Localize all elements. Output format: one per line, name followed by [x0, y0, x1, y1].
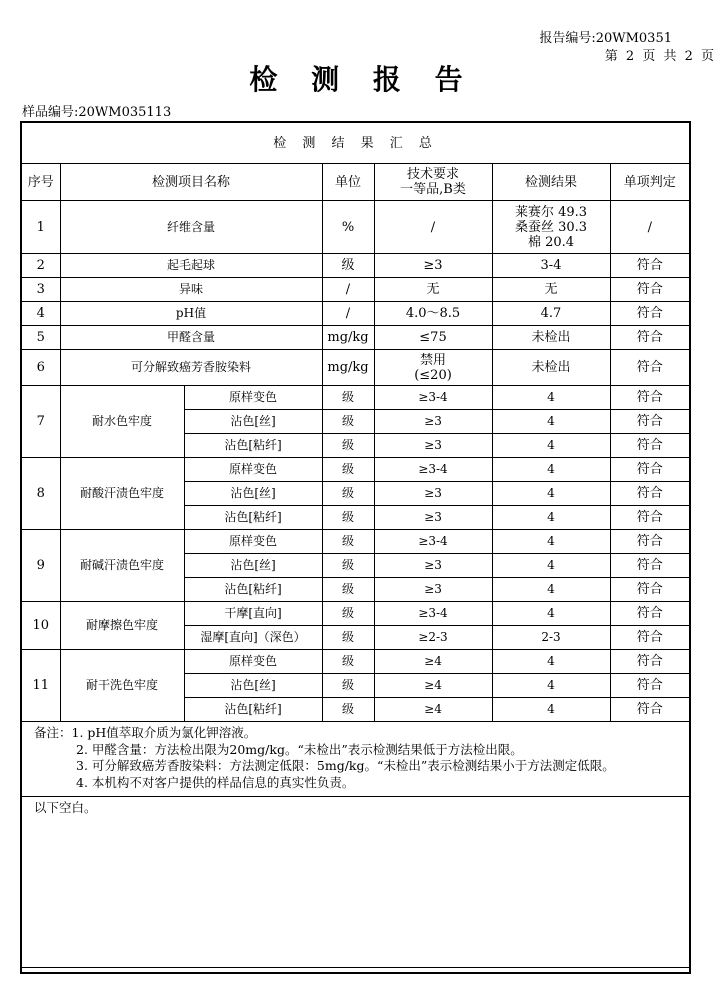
table-cell: ≥3: [374, 254, 492, 278]
table-cell: ≥3: [374, 554, 492, 578]
table-cell: 级: [322, 254, 374, 278]
table-cell: 符合: [610, 650, 689, 674]
table-cell: 耐水色牢度: [60, 386, 184, 458]
table-cell: ≥3-4: [374, 386, 492, 410]
cell-line: 技术要求: [406, 167, 459, 182]
table-cell: 4: [22, 302, 60, 326]
table-cell: 级: [322, 698, 374, 722]
table-cell: 4: [492, 650, 610, 674]
notes-row: [22, 722, 689, 797]
table-row: [22, 350, 689, 386]
table-row: [22, 201, 689, 254]
table-cell: 级: [322, 410, 374, 434]
table-cell: ≥3-4: [374, 602, 492, 626]
table-cell: 3-4: [492, 254, 610, 278]
table-cell: 沾色[粘纤]: [184, 578, 322, 602]
table-cell: ≥3-4: [374, 458, 492, 482]
table-cell: 沾色[粘纤]: [184, 434, 322, 458]
table-cell: 符合: [610, 326, 689, 350]
table-cell: 级: [322, 482, 374, 506]
table-cell: 级: [322, 506, 374, 530]
table-cell: 符合: [610, 626, 689, 650]
table-cell: 可分解致癌芳香胺染料: [60, 350, 322, 386]
table-cell: 符合: [610, 578, 689, 602]
col-judgement: 单项判定: [610, 164, 689, 201]
note-1: 备注：1. pH值萃取介质为氯化钾溶液。: [34, 725, 257, 740]
table-cell: ≤75: [374, 326, 492, 350]
table-row: [22, 386, 689, 410]
table-cell: 原样变色: [184, 650, 322, 674]
table-cell: 符合: [610, 674, 689, 698]
table-cell: ≥3: [374, 410, 492, 434]
table-cell: 异味: [60, 278, 322, 302]
note-2: 2. 甲醛含量：方法检出限为20mg/kg。“未检出”表示检测结果低于方法检出限。: [76, 741, 523, 757]
table-cell: 符合: [610, 482, 689, 506]
cell-line: (≤20): [414, 367, 452, 383]
table-cell: 级: [322, 386, 374, 410]
table-cell: [492, 201, 610, 254]
table-cell: 7: [22, 386, 60, 458]
table-cell: ≥3-4: [374, 530, 492, 554]
table-cell: 1: [22, 201, 60, 254]
table-cell: 10: [22, 602, 60, 650]
table-cell: 5: [22, 326, 60, 350]
table-cell: %: [322, 201, 374, 254]
cell-line: 桑蚕丝 30.3: [514, 219, 588, 235]
table-cell: 符合: [610, 386, 689, 410]
table-row: [22, 650, 689, 674]
table-cell: 4: [492, 410, 610, 434]
cell-line: 莱赛尔 49.3: [514, 204, 588, 220]
table-cell: 符合: [610, 410, 689, 434]
table-cell: 符合: [610, 554, 689, 578]
cell-line: 禁用: [419, 352, 446, 368]
table-cell: 原样变色: [184, 458, 322, 482]
results-frame: [20, 121, 691, 974]
table-cell: ≥4: [374, 650, 492, 674]
table-cell: [374, 350, 492, 386]
table-cell: 湿摩[直向]（深色）: [184, 626, 322, 650]
table-cell: 起毛起球: [60, 254, 322, 278]
table-cell: 4: [492, 506, 610, 530]
table-row: [22, 458, 689, 482]
blank-row: [22, 797, 689, 968]
table-cell: 2-3: [492, 626, 610, 650]
table-cell: 级: [322, 578, 374, 602]
table-cell: 4.7: [492, 302, 610, 326]
table-cell: 符合: [610, 254, 689, 278]
table-cell: 级: [322, 530, 374, 554]
table-cell: 符合: [610, 302, 689, 326]
table-cell: 9: [22, 530, 60, 602]
table-cell: 沾色[丝]: [184, 674, 322, 698]
table-cell: 4: [492, 578, 610, 602]
page-indicator: 第 2 页 共 2 页: [604, 49, 716, 64]
table-cell: 级: [322, 674, 374, 698]
table-cell: 沾色[丝]: [184, 482, 322, 506]
table-cell: 符合: [610, 602, 689, 626]
table-cell: 2: [22, 254, 60, 278]
table-cell: ≥3: [374, 434, 492, 458]
table-cell: /: [610, 201, 689, 254]
table-cell: 4: [492, 602, 610, 626]
table-cell: 4.0～8.5: [374, 302, 492, 326]
table-cell: 4: [492, 674, 610, 698]
table-cell: 干摩[直向]: [184, 602, 322, 626]
col-requirement: [374, 164, 492, 201]
table-row: [22, 302, 689, 326]
col-item: 检测项目名称: [60, 164, 322, 201]
table-cell: mg/kg: [322, 350, 374, 386]
table-cell: /: [322, 302, 374, 326]
note-4: 4. 本机构不对客户提供的样品信息的真实性负责。: [76, 774, 355, 790]
table-cell: 符合: [610, 458, 689, 482]
table-cell: 耐干洗色牢度: [60, 650, 184, 722]
table-cell: 8: [22, 458, 60, 530]
table-cell: ≥4: [374, 698, 492, 722]
table-cell: ≥3: [374, 506, 492, 530]
table-cell: 11: [22, 650, 60, 722]
table-row: [22, 530, 689, 554]
table-cell: /: [322, 278, 374, 302]
table-cell: ≥3: [374, 578, 492, 602]
table-cell: 未检出: [492, 350, 610, 386]
table-cell: 原样变色: [184, 386, 322, 410]
table-cell: 4: [492, 434, 610, 458]
table-cell: 3: [22, 278, 60, 302]
table-cell: 级: [322, 434, 374, 458]
table-cell: 无: [492, 278, 610, 302]
table-cell: ≥3: [374, 482, 492, 506]
table-cell: 6: [22, 350, 60, 386]
table-cell: 级: [322, 650, 374, 674]
header-row: [22, 164, 689, 201]
table-cell: ≥4: [374, 674, 492, 698]
table-cell: 级: [322, 458, 374, 482]
table-row: [22, 326, 689, 350]
page-title: 检 测 报 告: [249, 63, 475, 96]
cell-line: 棉 20.4: [527, 234, 575, 250]
table-row: [22, 254, 689, 278]
col-unit: 单位: [322, 164, 374, 201]
table-cell: 沾色[丝]: [184, 554, 322, 578]
table-cell: pH值: [60, 302, 322, 326]
table-row: [22, 602, 689, 626]
table-cell: 耐碱汗渍色牢度: [60, 530, 184, 602]
table-cell: 4: [492, 482, 610, 506]
table-cell: 级: [322, 626, 374, 650]
table-caption: 检 测 结 果 汇 总: [22, 123, 689, 164]
table-cell: 耐酸汗渍色牢度: [60, 458, 184, 530]
blank-note: 以下空白。: [22, 797, 689, 968]
note-3: 3. 可分解致癌芳香胺染料：方法测定低限：5mg/kg。“未检出”表示检测结果小于方法测定低限。: [76, 758, 615, 773]
table-cell: 符合: [610, 698, 689, 722]
table-cell: 级: [322, 602, 374, 626]
table-cell: 纤维含量: [60, 201, 322, 254]
table-cell: 4: [492, 530, 610, 554]
table-cell: 符合: [610, 350, 689, 386]
table-cell: 符合: [610, 434, 689, 458]
sample-number: 样品编号:20WM035113: [22, 105, 172, 120]
table-cell: 级: [322, 554, 374, 578]
cell-line: 一等品,B类: [400, 182, 466, 197]
table-cell: 沾色[粘纤]: [184, 506, 322, 530]
table-cell: 甲醛含量: [60, 326, 322, 350]
table-cell: 符合: [610, 530, 689, 554]
table-cell: 沾色[粘纤]: [184, 698, 322, 722]
report-number: 报告编号:20WM0351: [539, 31, 672, 46]
table-cell: 4: [492, 386, 610, 410]
col-result: 检测结果: [492, 164, 610, 201]
table-cell: 原样变色: [184, 530, 322, 554]
table-cell: 符合: [610, 278, 689, 302]
table-cell: 4: [492, 458, 610, 482]
table-cell: 沾色[丝]: [184, 410, 322, 434]
table-cell: 符合: [610, 506, 689, 530]
table-cell: 未检出: [492, 326, 610, 350]
table-cell: /: [374, 201, 492, 254]
table-cell: 4: [492, 698, 610, 722]
table-cell: 4: [492, 554, 610, 578]
col-index: 序号: [22, 164, 60, 201]
table-cell: mg/kg: [322, 326, 374, 350]
table-cell: 无: [374, 278, 492, 302]
table-cell: ≥2-3: [374, 626, 492, 650]
notes: [22, 722, 689, 797]
table-cell: 耐摩擦色牢度: [60, 602, 184, 650]
table-row: [22, 278, 689, 302]
results-table: [22, 123, 689, 968]
